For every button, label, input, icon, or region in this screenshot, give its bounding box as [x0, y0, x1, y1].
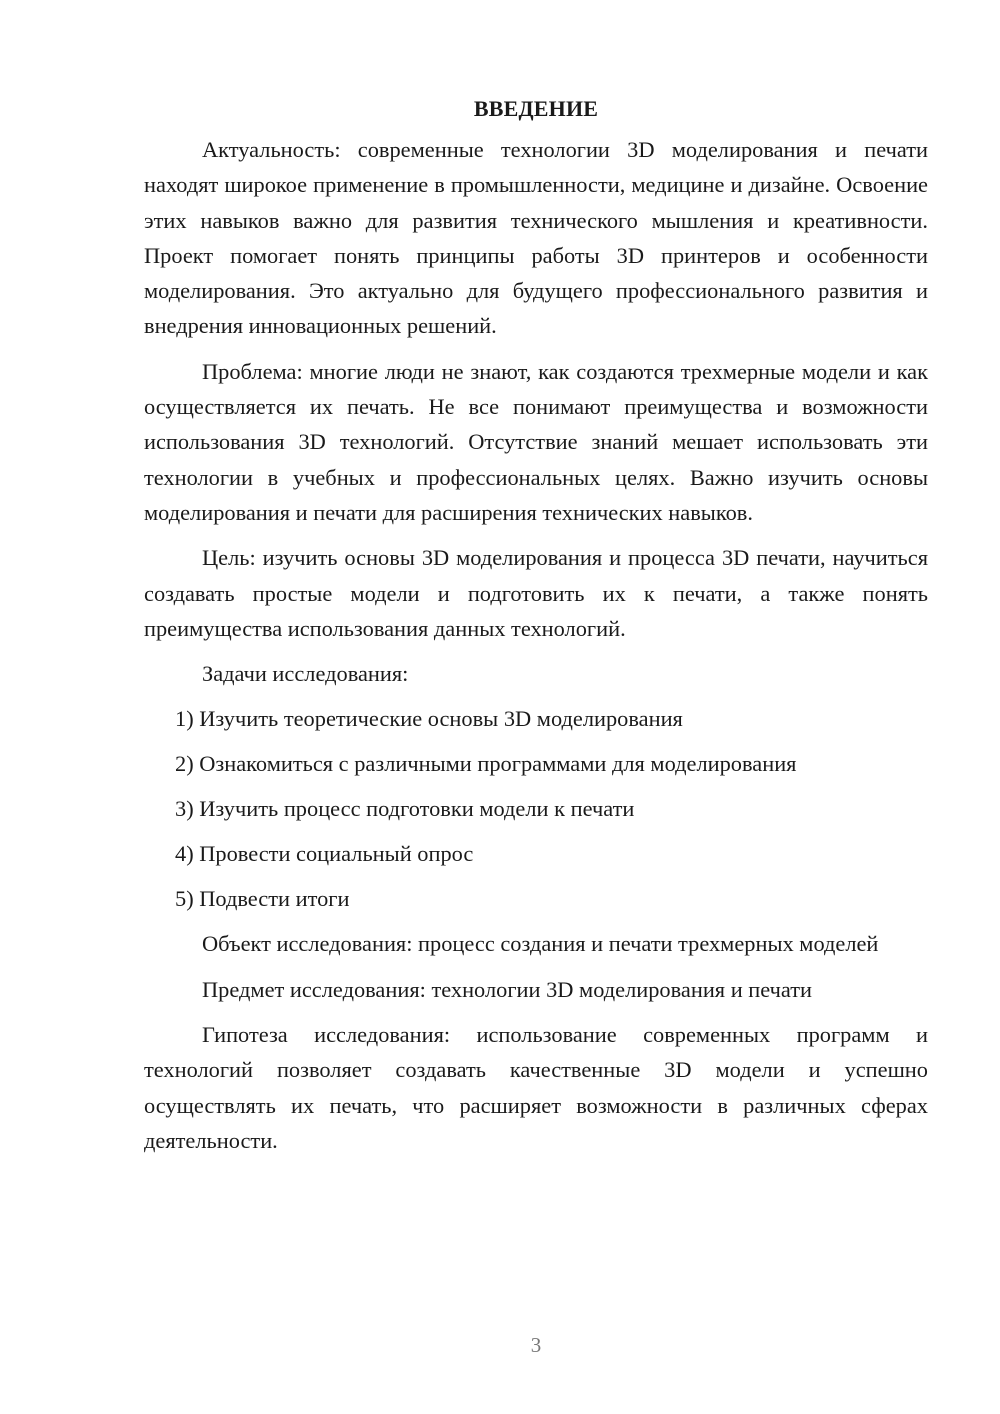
hypothesis-paragraph: Гипотеза исследования: использование современных программ и технологий позволяет создавать качественные 3D модели и успешно осуществлять их печать, что расширяет возможности в различных сферах деятельности. [144, 1022, 928, 1153]
goal-paragraph: Цель: изучить основы 3D моделирования и процесса 3D печати, научиться создавать простые модели и подготовить их к печати, а также понять преимущества использования данных технологий. [144, 545, 928, 641]
spacer [144, 962, 928, 972]
task-item-3: 3) Изучить процесс подготовки модели к печати [175, 796, 635, 822]
spacer [144, 916, 928, 926]
problem-paragraph: Проблема: многие люди не знают, как создаются трехмерные модели и как осуществляется их печать. Не все понимают преимущества и возможности использования 3D технологий. Отсутствие знаний мешает использовать эти технологии в учебных и профессиональных целях. Важно изучить основы моделирования и печати для расширения технических навыков. [144, 358, 928, 525]
spacer [144, 646, 928, 656]
spacer [144, 344, 928, 354]
spacer [144, 826, 928, 836]
task-item-4: 4) Провести социальный опрос [175, 841, 474, 867]
spacer [144, 691, 928, 701]
tasks-heading: Задачи исследования: [202, 661, 409, 687]
page-number: 3 [530, 1333, 542, 1357]
document-page [144, 92, 928, 1158]
task-item-2: 2) Ознакомиться с различными программами для моделирования [175, 751, 797, 777]
spacer [144, 736, 928, 746]
page-title: ВВЕДЕНИЕ [473, 96, 599, 121]
task-item-5: 5) Подвести итоги [175, 886, 350, 912]
object-paragraph: Объект исследования: процесс создания и печати трехмерных моделей [202, 931, 879, 957]
spacer [144, 781, 928, 791]
spacer [144, 871, 928, 881]
subject-paragraph: Предмет исследования: технологии 3D моделирования и печати [202, 976, 813, 1002]
spacer [144, 1007, 928, 1017]
relevance-paragraph: Актуальность: современные технологии 3D моделирования и печати находят широкое применение в промышленности, медицине и дизайне. Освоение этих навыков важно для развития технического мышления и креативности. Проект помогает понять принципы работы 3D принтеров и особенности моделирования. Это актуально для будущего профессионального развития и внедрения инновационных решений. [144, 137, 928, 339]
spacer [144, 530, 928, 540]
task-item-1: 1) Изучить теоретические основы 3D моделирования [175, 706, 683, 732]
